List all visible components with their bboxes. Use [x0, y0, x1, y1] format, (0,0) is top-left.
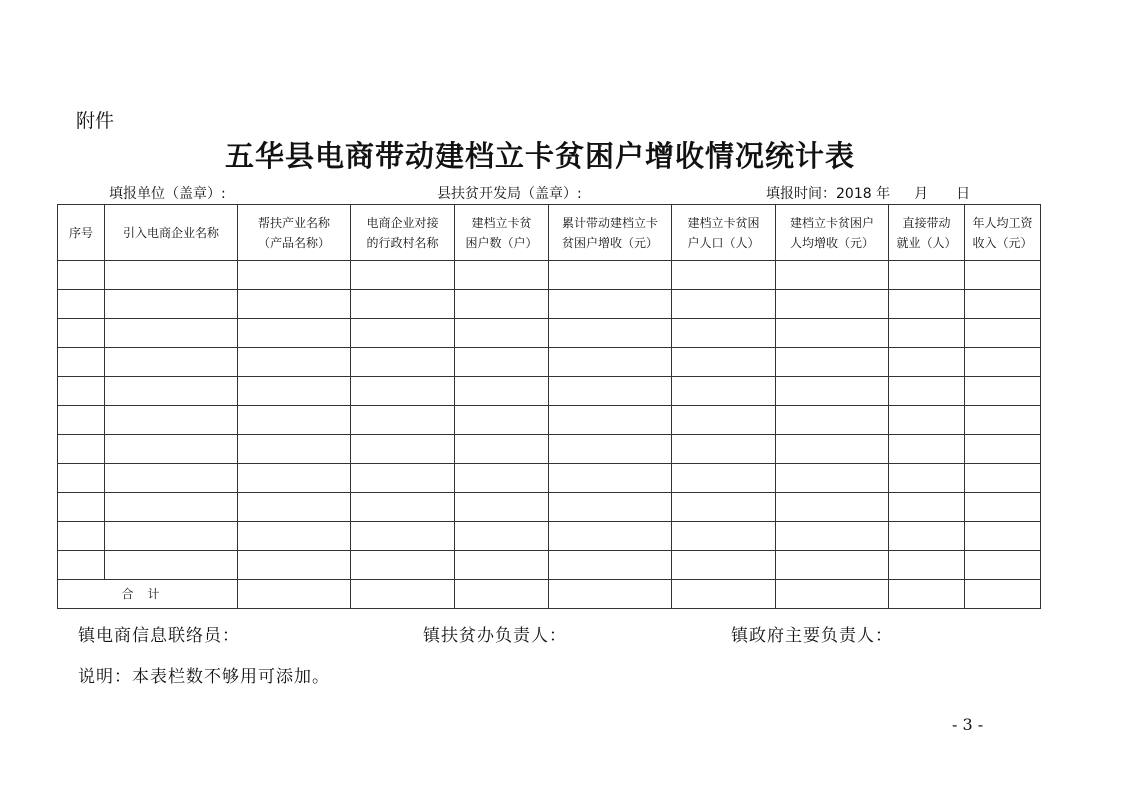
table-cell[interactable] [351, 580, 455, 609]
table-cell[interactable] [455, 551, 549, 580]
column-header-line: 贫困户增收（元） [561, 235, 658, 250]
column-header-line: 年人均工资 [972, 215, 1033, 230]
column-header [672, 205, 776, 261]
table-cell[interactable] [776, 493, 889, 522]
table-cell[interactable] [58, 435, 105, 464]
table-cell[interactable] [965, 377, 1041, 406]
table-cell[interactable] [238, 493, 351, 522]
table-cell[interactable] [455, 522, 549, 551]
gov-head-label: 镇政府主要负责人： [731, 626, 893, 646]
table-cell[interactable] [105, 551, 238, 580]
table-cell[interactable] [889, 261, 965, 290]
table-cell[interactable] [776, 464, 889, 493]
table-cell[interactable] [105, 464, 238, 493]
table-cell[interactable] [105, 290, 238, 319]
table-cell[interactable] [238, 319, 351, 348]
table-cell[interactable] [776, 580, 889, 609]
table-cell[interactable] [58, 551, 105, 580]
day-char: 日 [956, 186, 971, 202]
table-row [58, 348, 1041, 377]
column-header [549, 205, 672, 261]
table-cell[interactable] [672, 319, 776, 348]
table-cell[interactable] [58, 319, 105, 348]
table-cell[interactable] [776, 435, 889, 464]
note-text: 说明：本表栏数不够用可添加。 [78, 667, 330, 687]
table-cell[interactable] [238, 348, 351, 377]
table-cell[interactable] [889, 522, 965, 551]
column-header-line: 建档立卡贫困 [687, 215, 760, 230]
column-header-line: 困户数（户） [465, 235, 538, 250]
table-cell[interactable] [889, 406, 965, 435]
table-cell[interactable] [58, 406, 105, 435]
table-cell[interactable] [965, 319, 1041, 348]
table-cell[interactable] [105, 435, 238, 464]
table-cell[interactable] [455, 290, 549, 319]
table-cell[interactable] [351, 377, 455, 406]
table-cell[interactable] [105, 522, 238, 551]
table-cell[interactable] [672, 377, 776, 406]
table-cell[interactable] [672, 406, 776, 435]
table-cell[interactable] [455, 377, 549, 406]
table-cell[interactable] [351, 551, 455, 580]
table-cell[interactable] [455, 435, 549, 464]
table-cell[interactable] [965, 551, 1041, 580]
total-label: 合计 [58, 580, 238, 609]
column-header-line: 序号 [68, 225, 93, 240]
table-cell[interactable] [351, 348, 455, 377]
table-cell[interactable] [351, 261, 455, 290]
table-cell[interactable] [58, 464, 105, 493]
table-cell[interactable] [351, 464, 455, 493]
column-header-line: 的行政村名称 [366, 235, 439, 250]
table-cell[interactable] [672, 522, 776, 551]
table-cell[interactable] [455, 348, 549, 377]
table-cell[interactable] [455, 493, 549, 522]
table-body [58, 261, 1041, 580]
fill-time-line [766, 183, 970, 203]
table-cell[interactable] [549, 290, 672, 319]
table-cell[interactable] [965, 290, 1041, 319]
page-number: - 3 - [952, 715, 984, 734]
table-cell[interactable] [238, 522, 351, 551]
table-cell[interactable] [549, 435, 672, 464]
table-cell[interactable] [549, 580, 672, 609]
table-cell[interactable] [965, 435, 1041, 464]
table-row [58, 290, 1041, 319]
fill-unit-label: 填报单位（盖章）: [109, 186, 226, 202]
column-header-line: 电商企业对接 [366, 215, 439, 230]
year-char: 年 [876, 186, 891, 202]
column-header-line: 引入电商企业名称 [122, 225, 219, 240]
table-cell[interactable] [58, 377, 105, 406]
table-cell[interactable] [672, 464, 776, 493]
attachment-label: 附件 [76, 110, 115, 132]
table-row [58, 261, 1041, 290]
month-char: 月 [914, 186, 929, 202]
column-header-line: 户人口（人） [687, 235, 760, 250]
table-row [58, 435, 1041, 464]
table-cell[interactable] [549, 493, 672, 522]
table-cell[interactable] [455, 464, 549, 493]
table-cell[interactable] [965, 580, 1041, 609]
table-cell[interactable] [238, 464, 351, 493]
table-cell[interactable] [672, 290, 776, 319]
table-cell[interactable] [965, 522, 1041, 551]
table-cell[interactable] [889, 551, 965, 580]
table-cell[interactable] [549, 377, 672, 406]
table-cell[interactable] [549, 551, 672, 580]
table-cell[interactable] [965, 464, 1041, 493]
fill-bureau-label: 县扶贫开发局（盖章）: [437, 186, 582, 202]
table-cell[interactable] [58, 522, 105, 551]
table-cell[interactable] [455, 319, 549, 348]
table-cell[interactable] [776, 406, 889, 435]
column-header [965, 205, 1041, 261]
table-cell[interactable] [238, 290, 351, 319]
table-row [58, 493, 1041, 522]
table-cell[interactable] [238, 406, 351, 435]
column-header [351, 205, 455, 261]
table-header-row [58, 205, 1041, 261]
table-cell[interactable] [351, 522, 455, 551]
table-cell[interactable] [455, 406, 549, 435]
column-header [776, 205, 889, 261]
column-header-line: （产品名称） [257, 235, 330, 250]
column-header-line: 帮扶产业名称 [257, 215, 330, 230]
table-cell[interactable] [889, 348, 965, 377]
table-row [58, 551, 1041, 580]
column-header [105, 205, 238, 261]
table-cell[interactable] [549, 406, 672, 435]
table-cell[interactable] [549, 464, 672, 493]
column-header [58, 205, 105, 261]
table-cell[interactable] [238, 435, 351, 464]
page-title: 五华县电商带动建档立卡贫困户增收情况统计表 [224, 139, 855, 173]
table-cell[interactable] [889, 377, 965, 406]
table-cell[interactable] [965, 493, 1041, 522]
column-header-line: 就业（人） [896, 235, 957, 250]
table-cell[interactable] [965, 348, 1041, 377]
table-cell[interactable] [549, 261, 672, 290]
table-cell[interactable] [889, 580, 965, 609]
table-cell[interactable] [105, 261, 238, 290]
column-header-line: 收入（元） [972, 235, 1033, 250]
table-cell[interactable] [672, 435, 776, 464]
table-cell[interactable] [549, 348, 672, 377]
table-cell[interactable] [672, 493, 776, 522]
table-cell[interactable] [58, 290, 105, 319]
table-cell[interactable] [238, 551, 351, 580]
table-cell[interactable] [776, 551, 889, 580]
table-cell[interactable] [549, 522, 672, 551]
column-header-line: 建档立卡贫困户 [789, 215, 874, 230]
table-cell[interactable] [455, 580, 549, 609]
table-cell[interactable] [58, 493, 105, 522]
table-cell[interactable] [351, 290, 455, 319]
table-cell[interactable] [672, 348, 776, 377]
table-cell[interactable] [549, 319, 672, 348]
table-row [58, 406, 1041, 435]
table-cell[interactable] [776, 319, 889, 348]
table-cell[interactable] [105, 348, 238, 377]
table-cell[interactable] [238, 261, 351, 290]
table-cell[interactable] [672, 261, 776, 290]
table-cell[interactable] [105, 493, 238, 522]
table-cell[interactable] [776, 261, 889, 290]
table-cell[interactable] [58, 348, 105, 377]
table-cell[interactable] [672, 580, 776, 609]
table-cell[interactable] [776, 377, 889, 406]
total-row [58, 580, 1041, 609]
column-header-line: 建档立卡贫 [471, 215, 532, 230]
table-cell[interactable] [965, 406, 1041, 435]
fill-year: 2018 [836, 186, 872, 202]
liaison-label: 镇电商信息联络员： [78, 626, 240, 646]
column-header-line: 人均增收（元） [789, 235, 874, 250]
table-cell[interactable] [889, 435, 965, 464]
table-row [58, 377, 1041, 406]
table-cell[interactable] [351, 435, 455, 464]
table-cell[interactable] [351, 493, 455, 522]
table-cell[interactable] [105, 319, 238, 348]
column-header-line: 直接带动 [902, 215, 951, 230]
column-header-line: 累计带动建档立卡 [561, 215, 658, 230]
table-row [58, 522, 1041, 551]
table-cell[interactable] [889, 464, 965, 493]
table-row [58, 464, 1041, 493]
table-cell[interactable] [238, 377, 351, 406]
table-cell[interactable] [238, 580, 351, 609]
table-cell[interactable] [889, 319, 965, 348]
table-cell[interactable] [105, 377, 238, 406]
table-cell[interactable] [455, 261, 549, 290]
table-cell[interactable] [351, 406, 455, 435]
table-cell[interactable] [672, 551, 776, 580]
table-cell[interactable] [58, 261, 105, 290]
table-cell[interactable] [965, 261, 1041, 290]
table-cell[interactable] [889, 290, 965, 319]
statistics-table [57, 204, 1041, 609]
table-cell[interactable] [776, 522, 889, 551]
column-header [238, 205, 351, 261]
fill-time-label: 填报时间： [766, 186, 836, 202]
column-header [455, 205, 549, 261]
table-row [58, 319, 1041, 348]
table-cell[interactable] [351, 319, 455, 348]
poverty-office-label: 镇扶贫办负责人： [423, 626, 567, 646]
column-header [889, 205, 965, 261]
table-cell[interactable] [776, 348, 889, 377]
table-cell[interactable] [105, 406, 238, 435]
table-cell[interactable] [889, 493, 965, 522]
table-cell[interactable] [776, 290, 889, 319]
